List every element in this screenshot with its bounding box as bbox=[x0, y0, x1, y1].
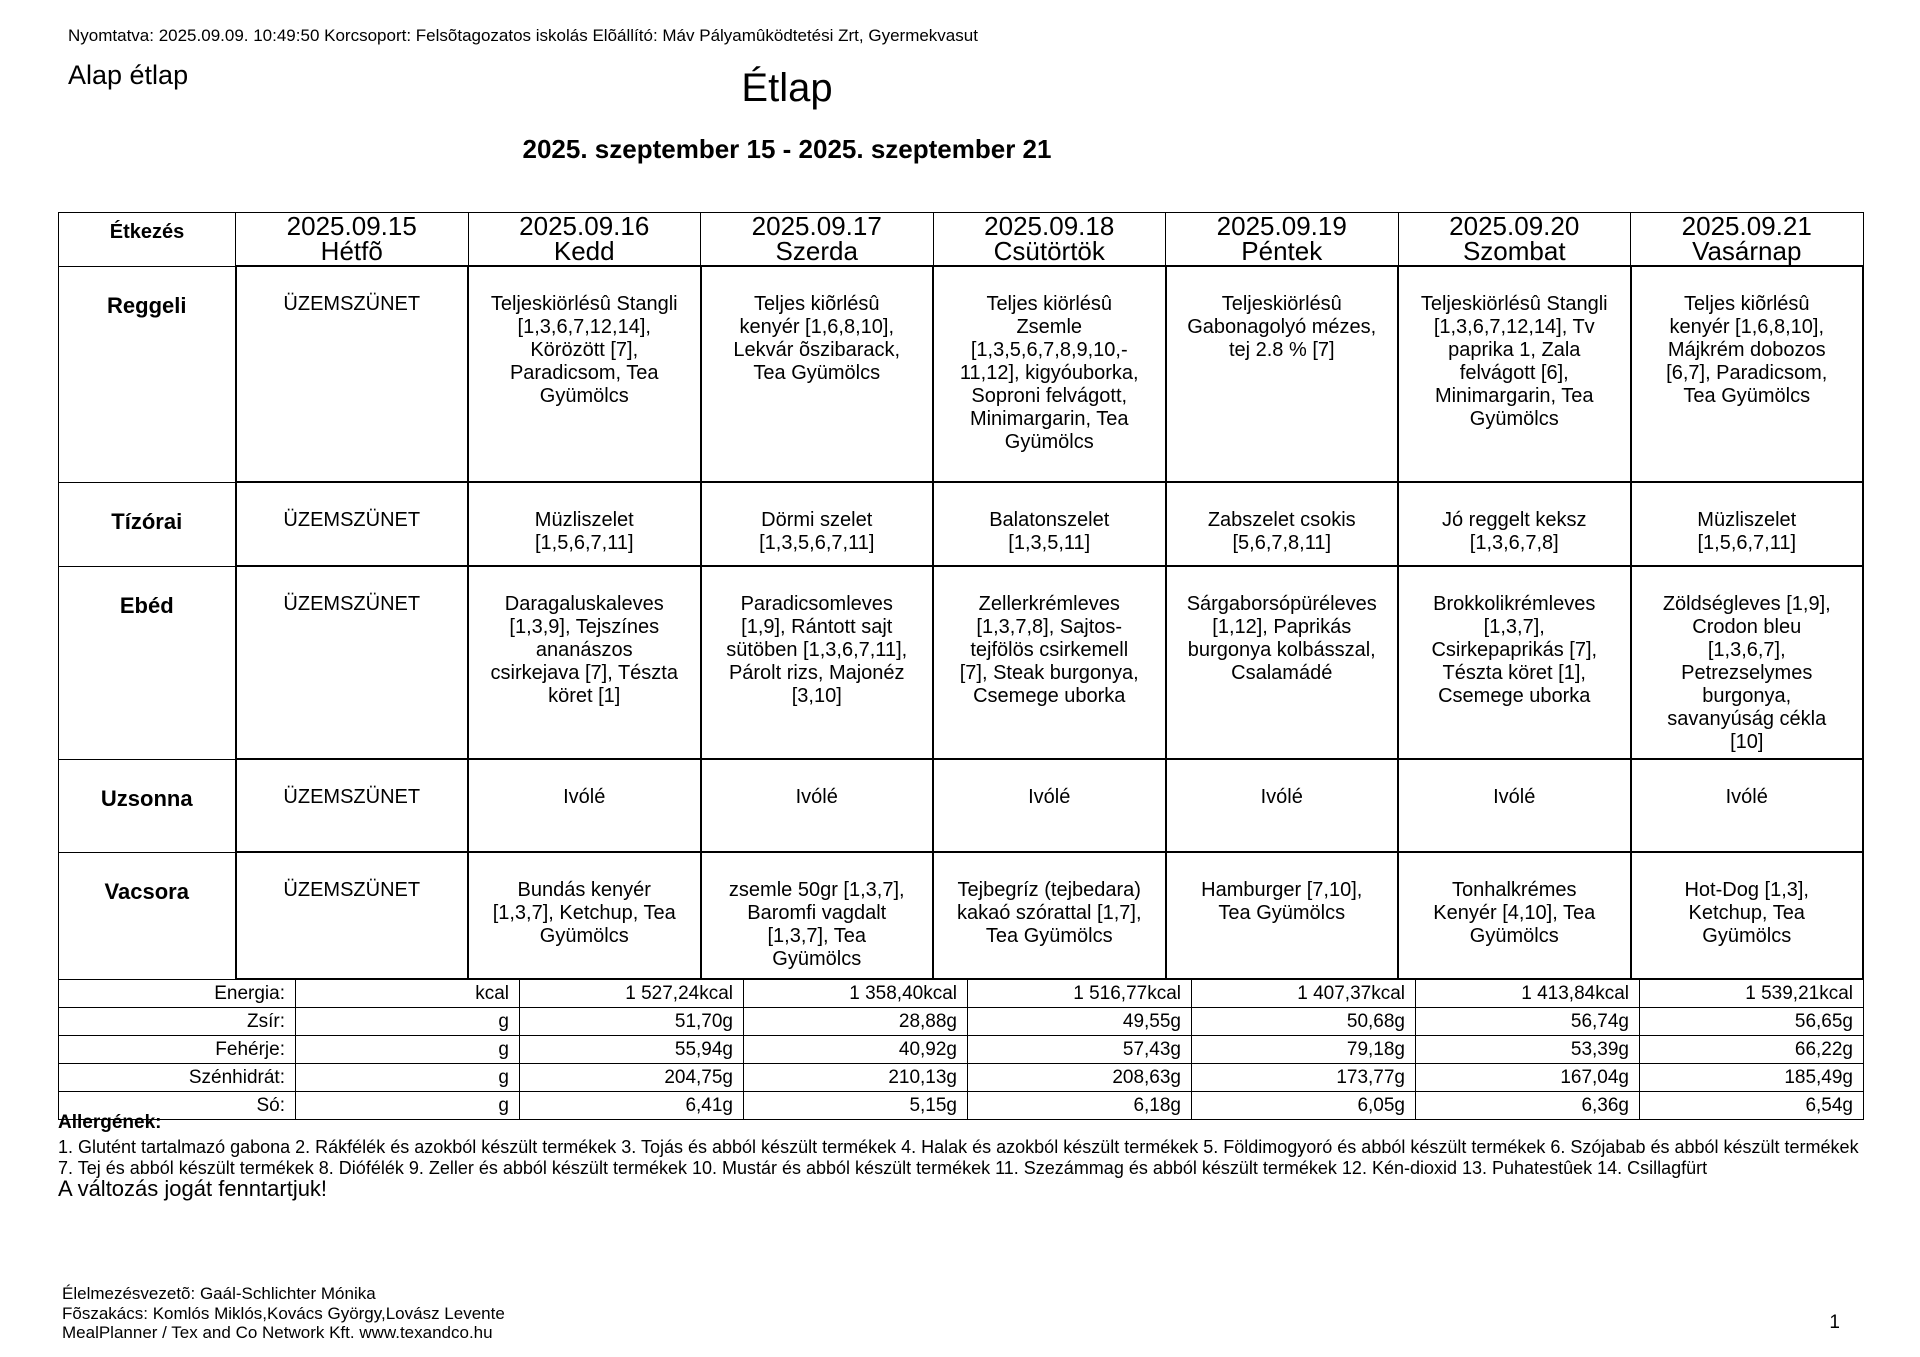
day-name: Szombat bbox=[1462, 236, 1566, 266]
menu-cell: Jó reggelt keksz [1,3,6,7,8] bbox=[1398, 482, 1631, 566]
day-date: 2025.09.21 bbox=[1681, 212, 1812, 241]
nutrition-value: 28,88g bbox=[744, 1008, 968, 1036]
menu-cell: Balatonszelet [1,3,5,11] bbox=[933, 482, 1166, 566]
nutrition-value: 50,68g bbox=[1192, 1008, 1416, 1036]
meal-row-morning-snack bbox=[59, 482, 1864, 566]
footer-line-software: MealPlanner / Tex and Co Network Kft. www.texandco.hu bbox=[62, 1323, 493, 1342]
nutrition-unit: g bbox=[296, 1008, 520, 1036]
nutrition-value: 6,54g bbox=[1640, 1092, 1864, 1120]
meal-row-lunch bbox=[59, 566, 1864, 759]
nutrition-value: 55,94g bbox=[520, 1036, 744, 1064]
nutrition-label: Fehérje: bbox=[59, 1036, 296, 1064]
nutrition-value: 79,18g bbox=[1192, 1036, 1416, 1064]
nutrition-table bbox=[58, 979, 1864, 1120]
menu-cell: Zabszelet csokis [5,6,7,8,11] bbox=[1166, 482, 1399, 566]
day-date: 2025.09.15 bbox=[286, 212, 417, 241]
nutrition-value: 51,70g bbox=[520, 1008, 744, 1036]
footer-line-head-chef: Fõszakács: Komlós Miklós,Kovács György,Lovász Levente bbox=[62, 1303, 505, 1323]
menu-cell: Zellerkrémleves [1,3,7,8], Sajtos-tejfölös csirkemell [7], Steak burgonya, Csemege uborka bbox=[933, 566, 1166, 759]
nutrition-value: 40,92g bbox=[744, 1036, 968, 1064]
menu-cell: Sárgaborsópüréleves [1,12], Paprikás burgonya kolbásszal, Csalamádé bbox=[1166, 566, 1399, 759]
allergens-section bbox=[58, 1112, 1864, 1179]
menu-cell: Ivólé bbox=[933, 759, 1166, 852]
day-name: Péntek bbox=[1241, 236, 1323, 266]
weekly-menu-table bbox=[58, 212, 1864, 980]
nutrition-value: 56,74g bbox=[1416, 1008, 1640, 1036]
day-date: 2025.09.20 bbox=[1449, 212, 1580, 241]
day-date: 2025.09.17 bbox=[751, 212, 882, 241]
nutrition-value: 53,39g bbox=[1416, 1036, 1640, 1064]
nutrition-value: 6,41g bbox=[520, 1092, 744, 1120]
nutrition-label: Szénhidrát: bbox=[59, 1064, 296, 1092]
menu-cell: ÜZEMSZÜNET bbox=[236, 482, 469, 566]
meal-label-lunch: Ebéd bbox=[59, 566, 236, 759]
menu-cell: Ivólé bbox=[1166, 759, 1399, 852]
day-name: Csütörtök bbox=[993, 236, 1105, 266]
date-range: 2025. szeptember 15 - 2025. szeptember 21 bbox=[522, 134, 1052, 164]
nutrition-value: 1 413,84kcal bbox=[1416, 980, 1640, 1008]
nutrition-value: 56,65g bbox=[1640, 1008, 1864, 1036]
nutrition-row-protein bbox=[59, 1036, 1864, 1064]
menu-cell: Teljes kiörlésû Zsemle [1,3,5,6,7,8,9,10,-​11,12], kigyóuborka, Soproni felvágott, Minimargarin, Tea Gyümölcs bbox=[933, 266, 1166, 482]
nutrition-value: 49,55g bbox=[968, 1008, 1192, 1036]
corner-header: Étkezés bbox=[59, 213, 236, 267]
day-header-thursday bbox=[933, 213, 1166, 267]
nutrition-unit: g bbox=[296, 1092, 520, 1120]
day-name: Szerda bbox=[775, 236, 858, 266]
nutrition-value: 1 516,77kcal bbox=[968, 980, 1192, 1008]
menu-cell: Ivólé bbox=[1631, 759, 1864, 852]
allergens-heading: Allergének: bbox=[58, 1112, 162, 1133]
nutrition-value: 167,04g bbox=[1416, 1064, 1640, 1092]
day-header-sunday bbox=[1631, 213, 1864, 267]
menu-cell: Teljeskiörlésû Gabonagolyó mézes, tej 2.8 % [7] bbox=[1166, 266, 1399, 482]
nutrition-unit: kcal bbox=[296, 980, 520, 1008]
meal-label-dinner: Vacsora bbox=[59, 852, 236, 979]
day-header-tuesday bbox=[468, 213, 701, 267]
day-header-friday bbox=[1166, 213, 1399, 267]
day-header-monday bbox=[236, 213, 469, 267]
allergens-text: 1. Glutént tartalmazó gabona 2. Rákfélék és azokból készült termékek 3. Tojás és abból készült termékek 4. Halak és azokból készült termékek 5. Földimogyoró és abból készült termékek 6. Szójabab és abból készült termékek 7. Tej és abból készült termékek 8. Diófélék 9. Zeller és abból készült termékek 10. Mustár és abból készült termékek 11. Szezámmag és abból készült termékek 12. Kén-dioxid 13. Puhatestûek 14. Csillagfürt bbox=[58, 1137, 1859, 1178]
nutrition-label: Energia: bbox=[59, 980, 296, 1008]
menu-cell: Müzliszelet [1,5,6,7,11] bbox=[1631, 482, 1864, 566]
menu-cell: ÜZEMSZÜNET bbox=[236, 759, 469, 852]
nutrition-label: Só: bbox=[59, 1092, 296, 1120]
day-date: 2025.09.18 bbox=[984, 212, 1115, 241]
table-header-row bbox=[59, 213, 1864, 267]
menu-cell: Hot-Dog [1,3], Ketchup, Tea Gyümölcs bbox=[1631, 852, 1864, 979]
day-header-wednesday bbox=[701, 213, 934, 267]
menu-tables bbox=[58, 212, 1864, 1120]
page-title: Étlap bbox=[741, 66, 833, 110]
day-header-saturday bbox=[1398, 213, 1631, 267]
nutrition-row-energy bbox=[59, 980, 1864, 1008]
day-date: 2025.09.16 bbox=[519, 212, 650, 241]
nutrition-row-fat bbox=[59, 1008, 1864, 1036]
nutrition-value: 6,36g bbox=[1416, 1092, 1640, 1120]
menu-cell: Paradicsomleves [1,9], Rántott sajt sütöben [1,3,6,7,11], Párolt rizs, Majonéz [3,10] bbox=[701, 566, 934, 759]
day-name: Kedd bbox=[553, 236, 615, 266]
menu-cell: ÜZEMSZÜNET bbox=[236, 852, 469, 979]
print-meta-line: Nyomtatva: 2025.09.09. 10:49:50 Korcsoport: Felsõtagozatos iskolás Elõállító: Máv Pályamûködtetési Zrt, Gyermekvasut bbox=[68, 26, 978, 45]
nutrition-value: 5,15g bbox=[744, 1092, 968, 1120]
meal-row-breakfast bbox=[59, 266, 1864, 482]
change-reservation-note: A változás jogát fenntartjuk! bbox=[58, 1176, 328, 1201]
menu-cell: Ivólé bbox=[701, 759, 934, 852]
menu-cell: Tejbegríz (tejbedara) kakaó szórattal [1,7], Tea Gyümölcs bbox=[933, 852, 1166, 979]
nutrition-value: 66,22g bbox=[1640, 1036, 1864, 1064]
footer bbox=[62, 1284, 505, 1343]
meal-label-afternoon-snack: Uzsonna bbox=[59, 759, 236, 852]
plan-name: Alap étlap bbox=[68, 60, 189, 90]
menu-cell: Teljeskiörlésû Stangli [1,3,6,7,12,14], Tv paprika 1, Zala felvágott [6], Minimargarin, Tea Gyümölcs bbox=[1398, 266, 1631, 482]
menu-cell: Bundás kenyér [1,3,7], Ketchup, Tea Gyümölcs bbox=[468, 852, 701, 979]
nutrition-unit: g bbox=[296, 1036, 520, 1064]
menu-cell: Ivólé bbox=[1398, 759, 1631, 852]
menu-cell: ÜZEMSZÜNET bbox=[236, 266, 469, 482]
nutrition-value: 208,63g bbox=[968, 1064, 1192, 1092]
nutrition-value: 6,18g bbox=[968, 1092, 1192, 1120]
menu-cell: ÜZEMSZÜNET bbox=[236, 566, 469, 759]
menu-cell: Teljes kiõrlésû kenyér [1,6,8,10], Lekvár õszibarack, Tea Gyümölcs bbox=[701, 266, 934, 482]
menu-cell: Dörmi szelet [1,3,5,6,7,11] bbox=[701, 482, 934, 566]
menu-cell: Müzliszelet [1,5,6,7,11] bbox=[468, 482, 701, 566]
menu-cell: Ivólé bbox=[468, 759, 701, 852]
meal-row-afternoon-snack bbox=[59, 759, 1864, 852]
nutrition-value: 1 407,37kcal bbox=[1192, 980, 1416, 1008]
meal-label-morning-snack: Tízórai bbox=[59, 482, 236, 566]
menu-cell: Teljes kiõrlésû kenyér [1,6,8,10], Májkrém dobozos [6,7], Paradicsom, Tea Gyümölcs bbox=[1631, 266, 1864, 482]
menu-cell: Tonhalkrémes Kenyér [4,10], Tea Gyümölcs bbox=[1398, 852, 1631, 979]
nutrition-value: 204,75g bbox=[520, 1064, 744, 1092]
menu-cell: Zöldségleves [1,9], Crodon bleu [1,3,6,7], Petrezselymes burgonya, savanyúság cékla [10] bbox=[1631, 566, 1864, 759]
nutrition-value: 6,05g bbox=[1192, 1092, 1416, 1120]
page-number: 1 bbox=[1829, 1312, 1840, 1333]
nutrition-row-carbohydrate bbox=[59, 1064, 1864, 1092]
meal-row-dinner bbox=[59, 852, 1864, 979]
menu-cell: Teljeskiörlésû Stangli [1,3,6,7,12,14], Körözött [7], Paradicsom, Tea Gyümölcs bbox=[468, 266, 701, 482]
nutrition-value: 1 527,24kcal bbox=[520, 980, 744, 1008]
nutrition-value: 210,13g bbox=[744, 1064, 968, 1092]
menu-cell: zsemle 50gr [1,3,7], Baromfi vagdalt [1,3,7], Tea Gyümölcs bbox=[701, 852, 934, 979]
nutrition-value: 185,49g bbox=[1640, 1064, 1864, 1092]
nutrition-value: 57,43g bbox=[968, 1036, 1192, 1064]
menu-cell: Hamburger [7,10], Tea Gyümölcs bbox=[1166, 852, 1399, 979]
day-name: Vasárnap bbox=[1692, 236, 1802, 266]
menu-cell: Brokkolikrémleves [1,3,7], Csirkepaprikás [7], Tészta köret [1], Csemege uborka bbox=[1398, 566, 1631, 759]
nutrition-value: 1 358,40kcal bbox=[744, 980, 968, 1008]
nutrition-label: Zsír: bbox=[59, 1008, 296, 1036]
menu-cell: Daragaluskaleves [1,3,9], Tejszínes ananászos csirkejava [7], Tészta köret [1] bbox=[468, 566, 701, 759]
nutrition-value: 1 539,21kcal bbox=[1640, 980, 1864, 1008]
footer-line-catering-manager: Élelmezésvezetõ: Gaál-Schlichter Mónika bbox=[62, 1284, 376, 1303]
meal-label-breakfast: Reggeli bbox=[59, 266, 236, 482]
day-name: Hétfõ bbox=[320, 236, 383, 266]
day-date: 2025.09.19 bbox=[1216, 212, 1347, 241]
nutrition-unit: g bbox=[296, 1064, 520, 1092]
nutrition-value: 173,77g bbox=[1192, 1064, 1416, 1092]
